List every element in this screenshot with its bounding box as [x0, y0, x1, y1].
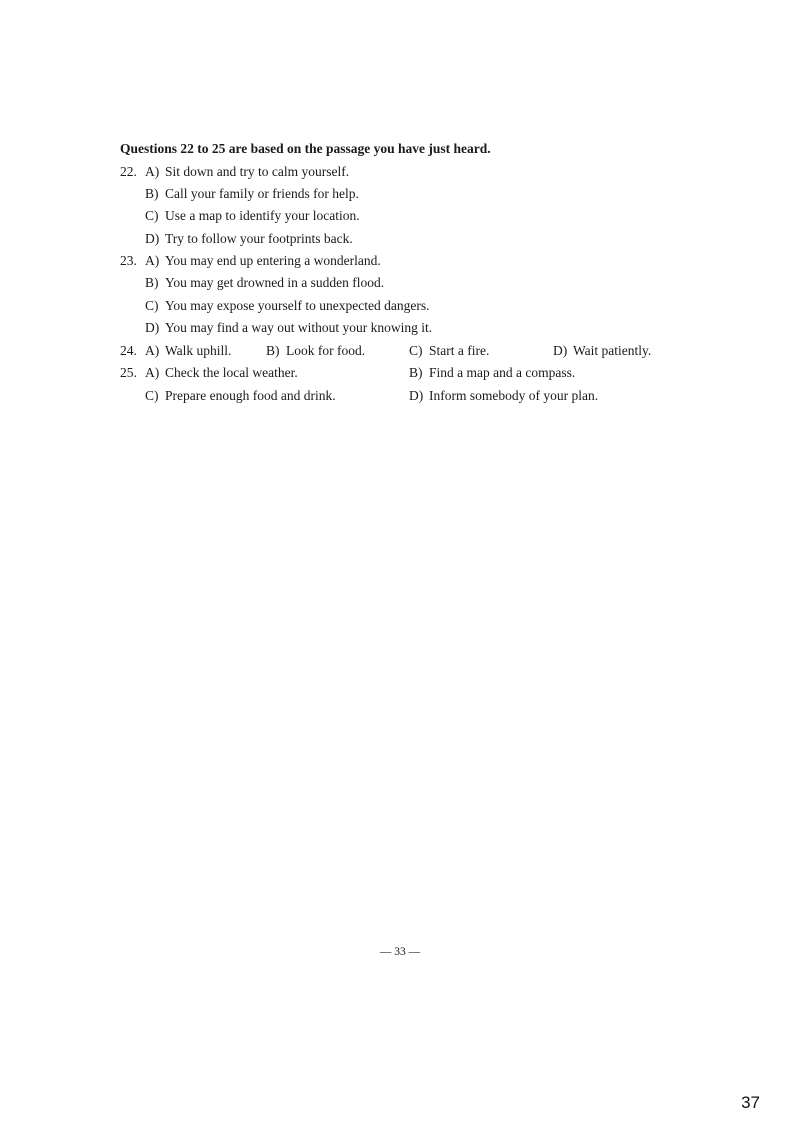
option-a: A) You may end up entering a wonderland. [145, 253, 381, 268]
option-c: C) You may expose yourself to unexpected dangers. [145, 298, 430, 313]
option-c: C) Start a fire. [409, 343, 490, 358]
option-b: B) Call your family or friends for help. [145, 186, 359, 201]
option-a: A) Sit down and try to calm yourself. [145, 164, 350, 179]
option-d: D) You may find a way out without your knowing it. [145, 320, 433, 335]
option-a: A) Walk uphill. [145, 343, 232, 358]
option-d: D) Try to follow your footprints back. [145, 231, 353, 246]
option-c: C) Use a map to identify your location. [145, 208, 360, 223]
question-number: 24. [120, 343, 137, 358]
option-a: A) Check the local weather. [145, 365, 298, 380]
question-number: 22. [120, 164, 137, 179]
page-number: 37 [741, 1093, 760, 1112]
option-c: C) Prepare enough food and drink. [145, 388, 336, 403]
option-b: B) Look for food. [266, 343, 366, 358]
option-b: B) You may get drowned in a sudden flood. [145, 275, 385, 290]
section-heading: Questions 22 to 25 are based on the passage you have just heard. [120, 141, 491, 156]
question-number: 23. [120, 253, 137, 268]
option-d: D) Inform somebody of your plan. [409, 388, 599, 403]
page-footer-label: — 33 — [379, 946, 421, 958]
option-b: B) Find a map and a compass. [409, 365, 576, 380]
option-d: D) Wait patiently. [553, 343, 652, 358]
question-number: 25. [120, 365, 137, 380]
